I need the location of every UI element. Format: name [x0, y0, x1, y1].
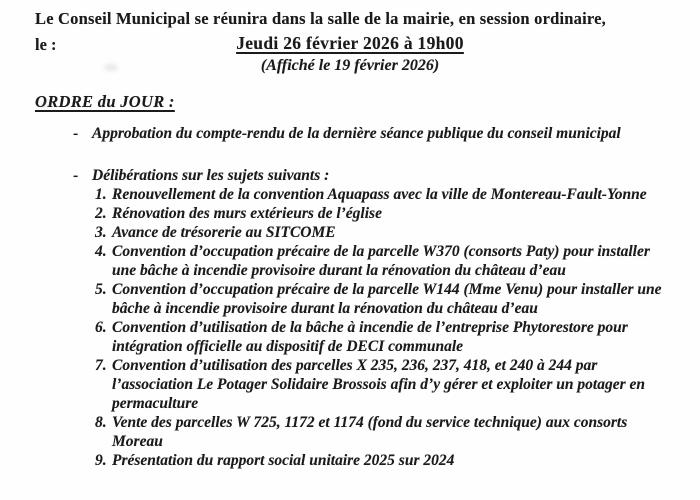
agenda-bullet-approbation: [73, 124, 667, 143]
item-text: Convention d’occupation précaire de la parcelle W144 (Mme Venu) pour installer une bâche à incendie provisoire durant la rénovation du château d’eau: [112, 281, 662, 317]
intro-line-2: le :: [35, 34, 57, 54]
agenda-item: [95, 204, 667, 223]
item-text: Avance de trésorerie au SITCOME: [112, 224, 336, 241]
agenda-item: [95, 318, 667, 356]
bullet-dash: -: [73, 167, 79, 184]
posted-date-note: (Affiché le 19 février 2026): [260, 57, 440, 74]
item-text: Rénovation des murs extérieurs de l’église: [112, 205, 382, 222]
bullet-dash: -: [73, 125, 79, 142]
item-text: Convention d’utilisation de la bâche à incendie de l’entreprise Phytorestore pour intégration officielle au dispositif de DECI communale: [112, 319, 628, 355]
item-text: Vente des parcelles W 725, 1172 et 1174 (fond du service technique) aux consorts Moreau: [112, 414, 628, 450]
item-number: 9.: [95, 452, 107, 469]
meeting-date-title: Jeudi 26 février 2026 à 19h00: [236, 33, 464, 53]
agenda-item: [95, 413, 667, 451]
intro-line-1: Le Conseil Municipal se réunira dans la salle de la mairie, en session ordinaire,: [35, 8, 606, 28]
item-text: Présentation du rapport social unitaire 2025 sur 2024: [112, 452, 455, 469]
agenda-item-list: [95, 185, 667, 470]
agenda-item: [95, 356, 667, 413]
item-text: Convention d’occupation précaire de la parcelle W370 (consorts Paty) pour installer une bâche à incendie provisoire durant la rénovation du château d’eau: [112, 243, 650, 279]
bullet-text: Approbation du compte-rendu de la dernière séance publique du conseil municipal: [92, 125, 621, 142]
agenda-item: [95, 242, 667, 280]
item-text: Convention d’utilisation des parcelles X 235, 236, 237, 418, et 240 à 244 par l’association Le Potager Solidaire Brossois afin d’y gérer et exploiter un potager en permaculture: [112, 357, 646, 412]
agenda-heading: ORDRE du JOUR :: [35, 92, 175, 111]
item-number: 7.: [95, 357, 107, 374]
agenda-item: [95, 223, 667, 242]
agenda-item: [95, 280, 667, 318]
bullet-text: Délibérations sur les sujets suivants :: [92, 167, 330, 184]
item-number: 6.: [95, 319, 107, 336]
item-number: 5.: [95, 281, 107, 298]
scan-artifact: [40, 102, 49, 107]
agenda-item: [95, 185, 667, 204]
agenda-item: [95, 451, 667, 470]
item-number: 2.: [95, 205, 107, 222]
item-number: 4.: [95, 243, 107, 260]
item-number: 1.: [95, 186, 107, 203]
item-number: 3.: [95, 224, 107, 241]
item-number: 8.: [95, 414, 107, 431]
scan-artifact: [104, 64, 118, 71]
agenda-bullet-deliberations: [73, 166, 667, 185]
item-text: Renouvellement de la convention Aquapass avec la ville de Montereau-Fault-Yonne: [112, 186, 647, 203]
